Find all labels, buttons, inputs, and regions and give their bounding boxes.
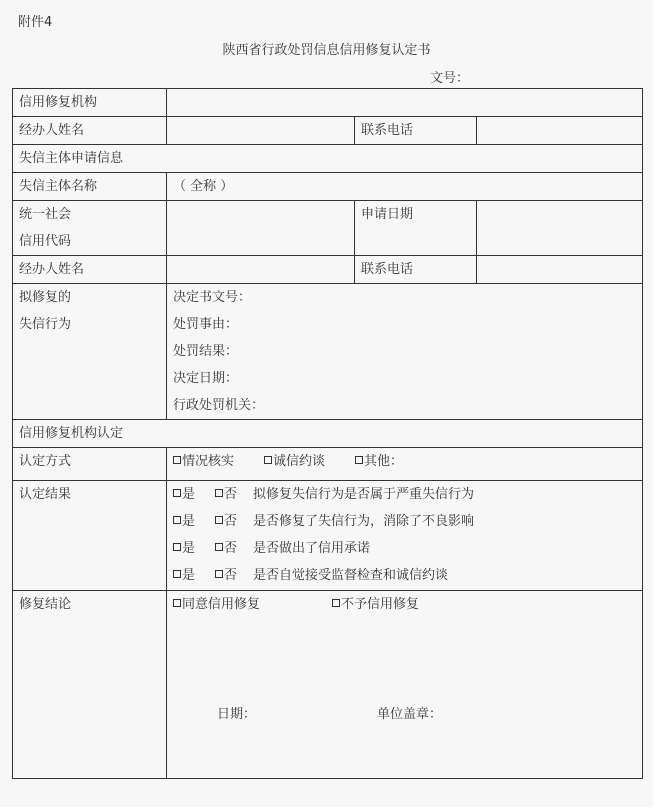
method-option-other[interactable] xyxy=(355,448,403,475)
checkbox-icon[interactable] xyxy=(215,516,223,524)
handler-name-field[interactable] xyxy=(167,117,355,145)
checkbox-icon[interactable] xyxy=(215,570,223,578)
result-item xyxy=(173,508,642,535)
phone-label: 联系电话 xyxy=(355,117,477,145)
decision-date-field[interactable]: 决定日期： xyxy=(173,371,239,386)
checkbox-icon[interactable] xyxy=(173,570,181,578)
subject-name-field[interactable]: （ 全称 ） xyxy=(167,173,643,201)
yes-label: 是 xyxy=(182,541,196,556)
no-label: 否 xyxy=(224,568,238,583)
penalty-authority-field[interactable]: 行政处罚机关： xyxy=(173,398,265,413)
result-item xyxy=(173,535,642,562)
conclusion-date-label: 日期： xyxy=(217,707,257,722)
phone-label-2: 联系电话 xyxy=(355,256,477,284)
phone-field[interactable] xyxy=(477,117,643,145)
result-question: 是否自觉接受监督检查和诚信约谈 xyxy=(253,568,449,583)
checkbox-icon[interactable] xyxy=(173,456,181,464)
checkbox-icon[interactable] xyxy=(264,456,272,464)
checkbox-icon[interactable] xyxy=(355,456,363,464)
result-no-option[interactable] xyxy=(215,481,237,508)
yes-label: 是 xyxy=(182,568,196,583)
agency-field[interactable] xyxy=(167,89,643,117)
result-item xyxy=(173,562,642,589)
conclusion-approve-option[interactable] xyxy=(173,591,260,618)
subject-name-label: 失信主体名称 xyxy=(13,173,167,201)
method-option-verify-label: 情况核实 xyxy=(182,454,235,469)
checkbox-icon[interactable] xyxy=(173,599,181,607)
checkbox-icon[interactable] xyxy=(173,489,181,497)
result-no-option[interactable] xyxy=(215,535,237,562)
method-option-other-label: 其他： xyxy=(364,454,404,469)
result-question: 是否做出了信用承诺 xyxy=(253,541,371,556)
result-label: 认定结果 xyxy=(13,481,167,591)
behavior-label xyxy=(13,284,167,420)
document-title: 陕西省行政处罚信息信用修复认定书 xyxy=(222,43,431,58)
penalty-result-field[interactable]: 处罚结果： xyxy=(173,344,239,359)
behavior-fields[interactable] xyxy=(167,284,643,420)
agency-label: 信用修复机构 xyxy=(13,89,167,117)
method-option-interview-label: 诚信约谈 xyxy=(273,454,326,469)
no-label: 否 xyxy=(224,541,238,556)
handler-name-label-2: 经办人姓名 xyxy=(13,256,167,284)
decision-no-field[interactable]: 决定书文号： xyxy=(173,290,252,305)
credit-code-label xyxy=(13,201,167,256)
apply-date-field[interactable] xyxy=(477,201,643,256)
method-option-interview[interactable] xyxy=(264,448,325,475)
result-yes-option[interactable] xyxy=(173,508,195,535)
credit-code-field[interactable] xyxy=(167,201,355,256)
method-label: 认定方式 xyxy=(13,448,167,481)
checkbox-icon[interactable] xyxy=(215,489,223,497)
result-yes-option[interactable] xyxy=(173,481,195,508)
method-option-verify[interactable] xyxy=(173,448,234,475)
checkbox-icon[interactable] xyxy=(173,516,181,524)
penalty-reason-field[interactable]: 处罚事由： xyxy=(173,317,239,332)
credit-code-label-line1: 统一社会 xyxy=(19,207,72,222)
applicant-section-heading: 失信主体申请信息 xyxy=(13,145,643,173)
unit-seal-label: 单位盖章： xyxy=(377,707,443,722)
method-options xyxy=(167,448,643,481)
phone-field-2[interactable] xyxy=(477,256,643,284)
no-label: 否 xyxy=(224,487,238,502)
conclusion-reject-option[interactable] xyxy=(332,591,419,618)
conclusion-approve-label: 同意信用修复 xyxy=(182,597,261,612)
handler-name-field-2[interactable] xyxy=(167,256,355,284)
conclusion-cell xyxy=(167,591,643,779)
yes-label: 是 xyxy=(182,514,196,529)
credit-repair-form xyxy=(12,88,643,779)
result-yes-option[interactable] xyxy=(173,535,195,562)
result-items xyxy=(167,481,643,591)
yes-label: 是 xyxy=(182,487,196,502)
conclusion-reject-label: 不予信用修复 xyxy=(341,597,420,612)
result-question: 拟修复失信行为是否属于严重失信行为 xyxy=(253,487,475,502)
result-no-option[interactable] xyxy=(215,508,237,535)
behavior-label-line1: 拟修复的 xyxy=(19,290,72,305)
attachment-label: 附件4 xyxy=(18,15,53,30)
credit-code-label-line2: 信用代码 xyxy=(19,234,72,249)
confirm-section-heading: 信用修复机构认定 xyxy=(13,420,643,448)
apply-date-label: 申请日期 xyxy=(355,201,477,256)
handler-name-label: 经办人姓名 xyxy=(13,117,167,145)
behavior-label-line2: 失信行为 xyxy=(19,317,72,332)
result-question: 是否修复了失信行为，消除了不良影响 xyxy=(253,514,475,529)
checkbox-icon[interactable] xyxy=(173,543,181,551)
result-yes-option[interactable] xyxy=(173,562,195,589)
result-no-option[interactable] xyxy=(215,562,237,589)
checkbox-icon[interactable] xyxy=(215,543,223,551)
no-label: 否 xyxy=(224,514,238,529)
checkbox-icon[interactable] xyxy=(332,599,340,607)
conclusion-label: 修复结论 xyxy=(13,591,167,779)
doc-number-label: 文号： xyxy=(430,71,470,86)
result-item xyxy=(173,481,642,508)
